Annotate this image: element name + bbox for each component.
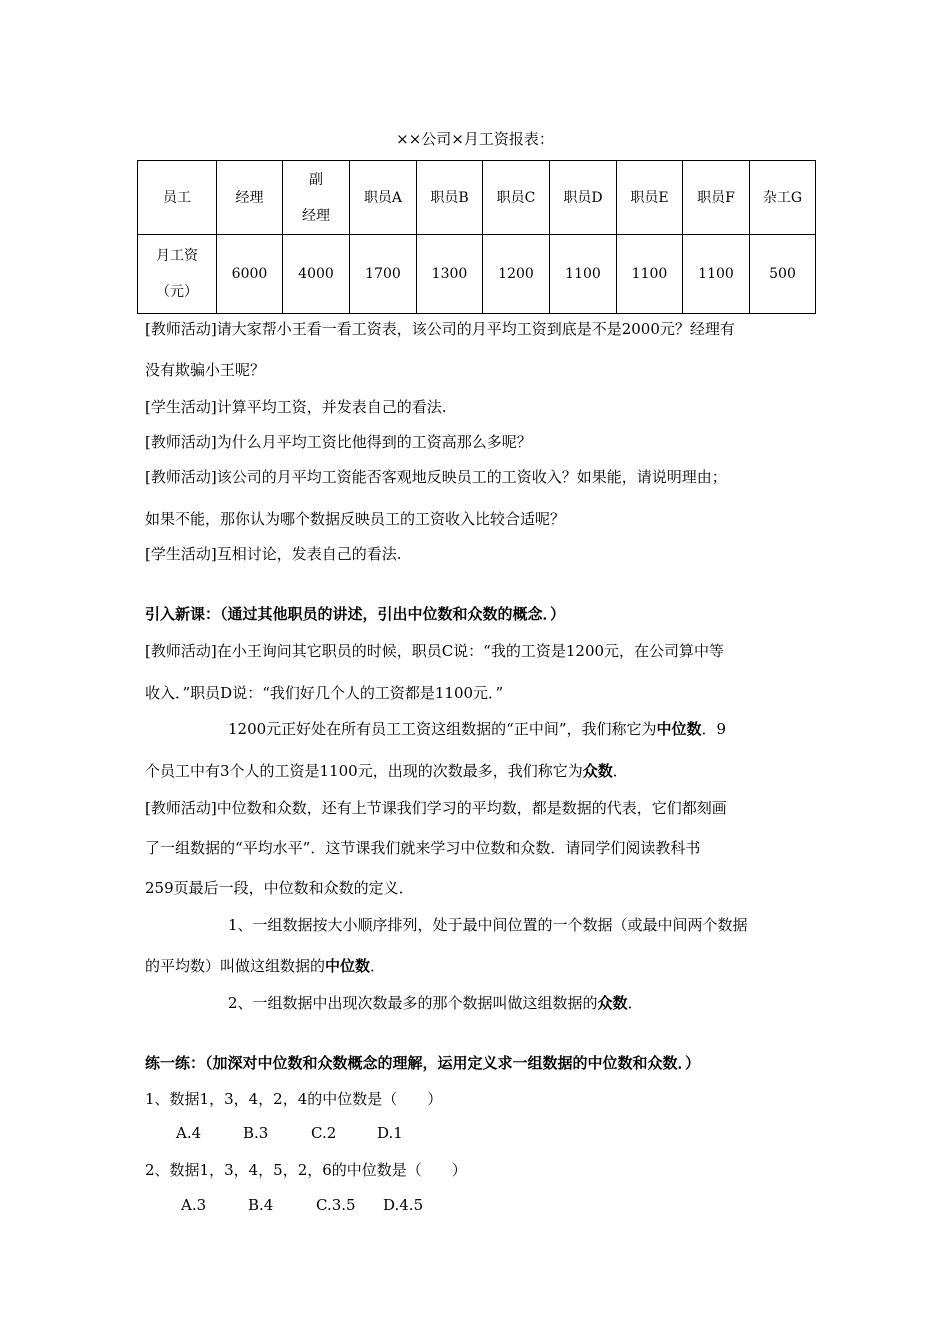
header-cell: 职员E: [617, 161, 683, 235]
term-median: 中位数: [325, 957, 371, 975]
option: A.4: [176, 1124, 202, 1142]
paragraph: 1200元正好处在所有员工工资这组数据的“正中间”，我们称它为中位数．9: [228, 720, 727, 738]
definition-median: 1、一组数据按大小顺序排列，处于最中间位置的一个数据（或最中间两个数据: [228, 916, 748, 934]
header-cell: 杂工G: [750, 161, 816, 235]
paragraph: [学生活动]计算平均工资，并发表自己的看法.: [145, 398, 447, 416]
paragraph: 个员工中有3个人的工资是1100元，出现的次数最多，我们称它为众数．: [145, 762, 628, 780]
header-cell: 职员D: [550, 161, 617, 235]
question: 2、数据1，3，4，5，2，6的中位数是（ ）: [145, 1161, 467, 1179]
question: 1、数据1，3，4，2，4的中位数是（ ）: [145, 1090, 443, 1108]
option: D.4.5: [383, 1196, 424, 1214]
value-cell: 500: [750, 235, 816, 314]
header-cell: 职员F: [683, 161, 750, 235]
value-cell: 4000: [283, 235, 350, 314]
value-cell: 1700: [350, 235, 417, 314]
value-cell: 6000: [217, 235, 283, 314]
option: C.3.5: [316, 1196, 356, 1214]
paragraph: 259页最后一段，中位数和众数的定义．: [145, 879, 414, 897]
value-cell: 1100: [617, 235, 683, 314]
header-cell: 经理: [217, 161, 283, 235]
option: A.3: [181, 1196, 207, 1214]
paragraph: 如果不能，那你认为哪个数据反映员工的工资收入比较合适呢？: [145, 510, 566, 528]
row-header-salary: 月工资 （元）: [138, 235, 217, 314]
row-header-employee: 员工: [138, 161, 217, 235]
value-cell: 1100: [550, 235, 617, 314]
value-cell: 1200: [483, 235, 550, 314]
option: B.4: [248, 1196, 274, 1214]
definition-mode: 2、一组数据中出现次数最多的那个数据叫做这组数据的众数．: [228, 994, 643, 1012]
table-row: [138, 161, 816, 235]
definition-median-cont: 的平均数）叫做这组数据的中位数．: [145, 957, 386, 975]
paragraph: [教师活动]中位数和众数，还有上节课我们学习的平均数，都是数据的代表，它们都刻画: [145, 799, 727, 817]
value-cell: 1100: [683, 235, 750, 314]
paragraph: [教师活动]为什么月平均工资比他得到的工资高那么多呢？: [145, 433, 532, 451]
paragraph: 没有欺骗小王呢？: [145, 361, 266, 379]
header-cell: 职员A: [350, 161, 417, 235]
header-cell: 职员B: [417, 161, 483, 235]
paragraph: [教师活动]在小王询问其它职员的时候，职员C说：“我的工资是1200元，在公司算中等: [145, 642, 725, 660]
header-cell: 副 经理: [283, 161, 350, 235]
paragraph: [学生活动]互相讨论，发表自己的看法.: [145, 545, 402, 563]
term-mode: 众数: [582, 762, 613, 780]
option: B.3: [243, 1124, 269, 1142]
term-median: 中位数: [656, 720, 702, 738]
paragraph: 收入．”职员D说：“我们好几个人的工资都是1100元．”: [145, 684, 504, 702]
paragraph: [教师活动]该公司的月平均工资能否客观地反映员工的工资收入？如果能，请说明理由；: [145, 468, 727, 486]
table-row: [138, 235, 816, 314]
section-heading: 引入新课：（通过其他职员的讲述，引出中位数和众数的概念．）: [145, 605, 566, 623]
term-mode: 众数: [597, 994, 628, 1012]
paragraph: [教师活动]请大家帮小王看一看工资表，该公司的月平均工资到底是不是2000元？经理有: [145, 320, 735, 338]
table-title: ××公司×月工资报表：: [396, 130, 554, 148]
option: D.1: [377, 1124, 403, 1142]
value-cell: 1300: [417, 235, 483, 314]
salary-table: [137, 160, 816, 314]
paragraph: 了一组数据的“平均水平”．这节课我们就来学习中位数和众数．请同学们阅读教科书: [145, 839, 701, 857]
section-heading: 练一练：（加深对中位数和众数概念的理解，运用定义求一组数据的中位数和众数．）: [145, 1054, 701, 1072]
option: C.2: [311, 1124, 337, 1142]
header-cell: 职员C: [483, 161, 550, 235]
